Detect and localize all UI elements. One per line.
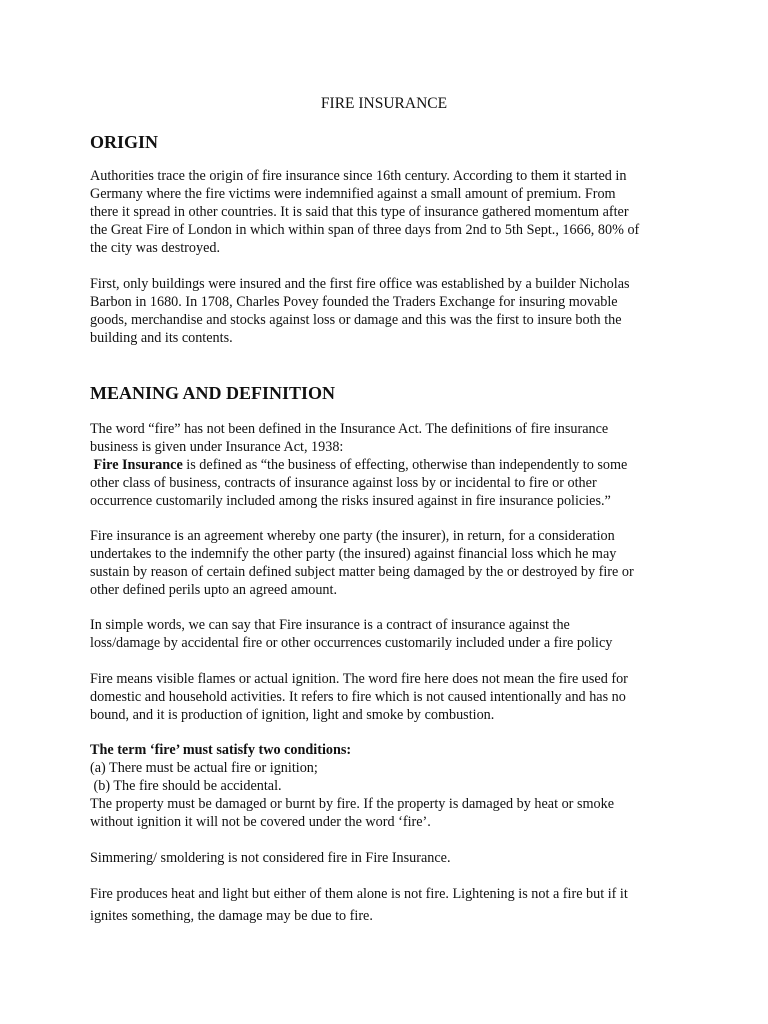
text-line: Fire insurance is an agreement whereby one party (the insurer), in return, for a consideration xyxy=(90,528,615,544)
definition-paragraph xyxy=(90,420,690,510)
text-line: bound, and it is production of ignition, light and smoke by combustion. xyxy=(90,707,495,723)
heading-origin: ORIGIN xyxy=(90,132,159,152)
definition-line xyxy=(90,456,690,474)
text-line: First, only buildings were insured and the first fire office was established by a builder Nicholas xyxy=(90,276,630,292)
text-line: In simple words, we can say that Fire insurance is a contract of insurance against the xyxy=(90,617,570,633)
heading-meaning-and-definition: MEANING AND DEFINITION xyxy=(90,383,336,403)
text-line: other defined perils upto an agreed amount. xyxy=(90,582,338,598)
text-line: loss/damage by accidental fire or other occurrences customarily included under a fire policy xyxy=(90,635,613,651)
condition-item: (b) The fire should be accidental. xyxy=(90,778,282,794)
origin-paragraph-2 xyxy=(90,275,690,347)
text-line: domestic and household activities. It refers to fire which is not caused intentionally and has no xyxy=(90,689,626,705)
origin-paragraph-1 xyxy=(90,167,690,257)
text-line: ignites something, the damage may be due to fire. xyxy=(90,908,373,924)
text-line: sustain by reason of certain defined subject matter being damaged by the or destroyed by fire or xyxy=(90,564,634,580)
definition-term: Fire Insurance xyxy=(93,457,183,473)
document-title: FIRE INSURANCE xyxy=(320,95,448,112)
text-line: Germany where the fire victims were indemnified against a small amount of premium. From xyxy=(90,186,616,202)
text-line: Fire means visible flames or actual ignition. The word fire here does not mean the fire used for xyxy=(90,671,628,687)
text-line: undertakes to the indemnify the other party (the insured) against financial loss which he may xyxy=(90,546,617,562)
condition-item: (a) There must be actual fire or ignition; xyxy=(90,760,318,776)
lightning-paragraph xyxy=(90,883,690,927)
text-line: business is given under Insurance Act, 1938: xyxy=(90,439,344,455)
smoldering-paragraph xyxy=(90,849,690,867)
text-line: goods, merchandise and stocks against loss or damage and this was the first to insure both the xyxy=(90,312,622,328)
conditions-heading: The term ‘fire’ must satisfy two conditions: xyxy=(90,742,352,758)
text-line: the Great Fire of London in which within span of three days from 2nd to 5th Sept., 1666, 80% of xyxy=(90,222,640,238)
text-line: the city was destroyed. xyxy=(90,240,221,256)
meaning-paragraph-1 xyxy=(90,527,690,599)
text-line: there it spread in other countries. It is said that this type of insurance gathered momentum after xyxy=(90,204,629,220)
text-line: occurrence customarily included among the risks insured against in fire insurance policies.” xyxy=(90,493,611,509)
text-line: The word “fire” has not been defined in the Insurance Act. The definitions of fire insurance xyxy=(90,421,609,437)
text-line: other class of business, contracts of insurance against loss by or incidental to fire or other xyxy=(90,475,597,491)
meaning-paragraph-2 xyxy=(90,616,690,652)
text-line: Simmering/ smoldering is not considered fire in Fire Insurance. xyxy=(90,850,451,866)
text-line: Authorities trace the origin of fire insurance since 16th century. According to them it started in xyxy=(90,168,627,184)
text-line: The property must be damaged or burnt by fire. If the property is damaged by heat or smoke xyxy=(90,796,614,812)
text-line: without ignition it will not be covered under the word ‘fire’. xyxy=(90,814,431,830)
text-line: Barbon in 1680. In 1708, Charles Povey founded the Traders Exchange for insuring movable xyxy=(90,294,618,310)
text-line: building and its contents. xyxy=(90,330,233,346)
conditions-block xyxy=(90,741,690,831)
definition-text: is defined as “the business of effecting, otherwise than independently to some xyxy=(182,457,628,473)
text-line: Fire produces heat and light but either of them alone is not fire. Lightening is not a fire but if it xyxy=(90,886,628,902)
meaning-paragraph-3 xyxy=(90,670,690,724)
